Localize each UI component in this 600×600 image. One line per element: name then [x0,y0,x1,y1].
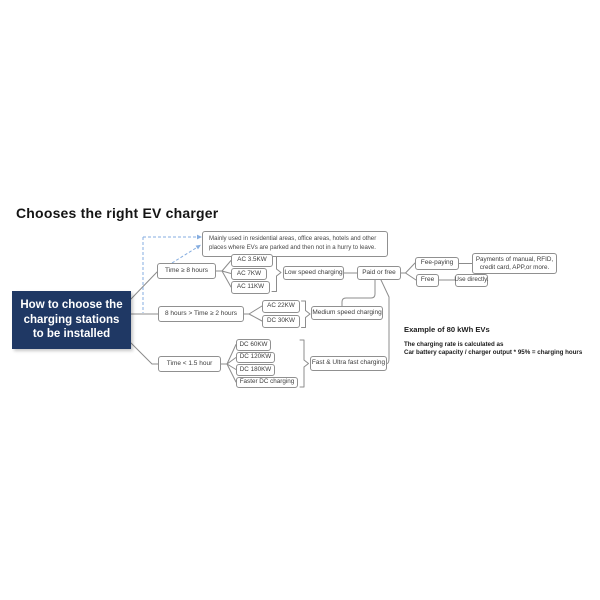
dashed-diagonal-to-note [172,248,196,263]
fan-paid-or-free [401,263,416,280]
example-line-2: Car battery capacity / charger output * 95% = charging hours [404,348,583,356]
category-fast-ultra-fast-charging: Fast & Ultra fast charging [310,356,387,371]
bracket-branch1 [272,256,281,292]
bracket-branch2 [302,301,311,328]
example-heading: Example of 80 kWh EVs [404,325,490,334]
note-line-1: Mainly used in residential areas, office areas, hotels and other [209,235,377,242]
fan-branch2 [244,306,262,321]
option-ac-11kw: AC 11KW [231,281,270,294]
condition-8h-gt-time-ge-2h: 8 hours > Time ≥ 2 hours [158,306,244,322]
root-line-2: charging stations [23,313,120,326]
category-low-speed-charging: Low speed charging [283,266,344,280]
note-residential-usage [202,231,388,257]
root-node-how-to-choose [12,291,131,349]
condition-time-lt-1-5-hour: Time < 1.5 hour [158,356,221,372]
detail-payment-methods [472,253,557,274]
decision-paid-or-free: Paid or free [357,266,401,280]
option-ac-7kw: AC 7KW [231,268,267,281]
fan-branch1 [216,261,231,288]
detail-use-directly: Use directly. [455,274,488,287]
page-title: Chooses the right EV charger [16,205,219,221]
option-dc-180kw: DC 180KW [236,364,275,376]
payment-methods-line-2: credit card, APP,or more. [479,263,550,271]
example-body [404,341,582,357]
bracket-branch3 [300,340,309,387]
condition-time-ge-8-hours: Time ≥ 8 hours [157,263,216,279]
connector-paid-fast [381,280,389,364]
root-line-3: to be installed [32,328,111,341]
example-line-1: The charging rate is calculated as [404,341,504,348]
note-line-2: places where EVs are parked and then not in a hurry to leave. [209,243,377,251]
option-ac-3-5kw: AC 3.5KW [231,254,273,267]
fan-branch3 [221,345,236,383]
option-dc-120kw: DC 120KW [236,352,275,364]
root-line-1: How to choose the [20,299,123,312]
option-dc-60kw: DC 60KW [236,339,271,351]
connector-root-branch3 [131,343,158,364]
option-fee-paying: Fee-paying [415,257,459,270]
connector-root-branch1 [131,272,157,299]
payment-methods-line-1: Payments of manual, RFID, [475,255,554,263]
connector-paid-medium [342,280,375,306]
option-ac-22kw: AC 22KW [262,300,300,313]
arrowhead-diagonal-icon [196,245,201,250]
category-medium-speed-charging: Medium speed charging [311,306,383,320]
option-faster-dc-charging: Faster DC charging [236,377,298,389]
option-free: Free [416,274,439,287]
option-dc-30kw: DC 30KW [262,315,300,328]
